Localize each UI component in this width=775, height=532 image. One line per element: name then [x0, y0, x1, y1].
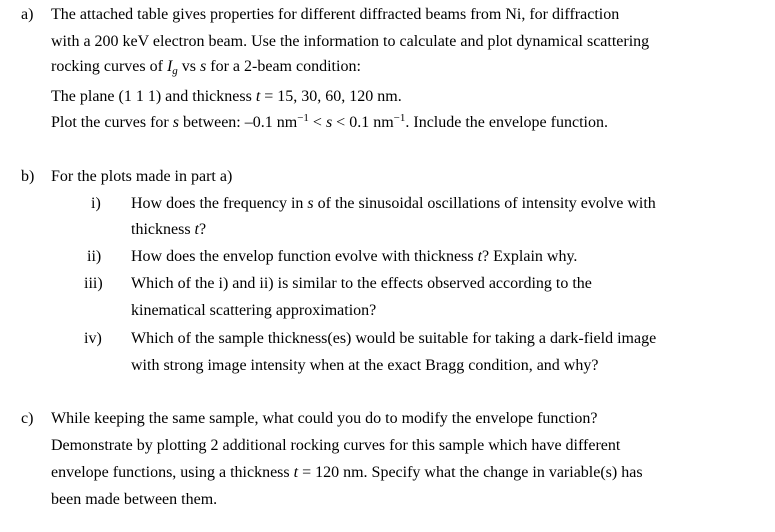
thickness-symbol: t — [293, 464, 299, 481]
item-i-line-1-post: of the sinusoidal oscillations of intensity evolve with — [313, 195, 656, 212]
part-c-label: c) — [21, 410, 34, 427]
item-ii-line-1-pre: How does the envelop function evolve with thickness — [131, 248, 478, 265]
s-symbol: s — [307, 195, 314, 212]
inverse-exponent: −1 — [297, 112, 309, 124]
item-iv-line-2: with strong image intensity when at the exact Bragg condition, and why? — [131, 357, 599, 374]
item-i-line-1-pre: How does the frequency in — [131, 195, 308, 212]
item-iii-line-1: Which of the i) and ii) is similar to the effects observed according to the — [131, 275, 592, 292]
part-c-line-4: been made between them. — [51, 491, 218, 508]
item-ii-line-1-post: ? Explain why. — [482, 248, 578, 265]
item-iv-line-1: Which of the sample thickness(es) would be suitable for taking a dark-field image — [131, 330, 657, 347]
item-i-line-1 — [131, 194, 656, 214]
item-i-line-2-pre: thickness — [131, 221, 195, 238]
part-c-line-3 — [51, 463, 643, 483]
s-symbol: s — [200, 58, 207, 75]
part-a-line-3-pre: rocking curves of — [51, 58, 167, 75]
intensity-symbol: I — [166, 58, 173, 75]
part-c-line-3-pre: envelope functions, using a thickness — [51, 464, 294, 481]
item-i-label: i) — [91, 195, 101, 212]
part-b-label: b) — [21, 168, 35, 185]
part-a-line-3 — [51, 57, 361, 77]
part-a-line-3-post: for a 2-beam condition: — [206, 58, 361, 75]
part-a-line-5-post: . Include the envelope function. — [405, 114, 608, 131]
item-iii-label: iii) — [84, 275, 103, 292]
part-a-line-1: The attached table gives properties for different diffracted beams from Ni, for diffraction — [51, 6, 620, 23]
s-symbol: s — [325, 114, 333, 131]
item-iii-line-2: kinematical scattering approximation? — [131, 302, 377, 319]
item-i-line-2-post: ? — [199, 221, 207, 238]
item-i-line-2 — [131, 220, 206, 240]
item-ii-label: ii) — [87, 248, 102, 265]
item-iv-label: iv) — [84, 330, 102, 347]
part-b-intro: For the plots made in part a) — [51, 168, 233, 185]
part-a-line-5 — [51, 113, 608, 133]
thickness-symbol: t — [194, 221, 199, 238]
part-c-line-2: Demonstrate by plotting 2 additional rocking curves for this sample which have different — [51, 437, 621, 454]
part-a-line-4-pre: The plane (1 1 1) and thickness — [51, 88, 256, 105]
s-symbol: s — [172, 114, 179, 131]
part-a-line-2: with a 200 keV electron beam. Use the information to calculate and plot dynamical scattering — [51, 33, 650, 50]
part-a-line-5-mid1: between: –0.1 nm — [178, 114, 298, 131]
thickness-symbol: t — [255, 88, 261, 105]
part-a-line-5-mid3: < 0.1 nm — [332, 114, 394, 131]
part-c-line-3-post: = 120 nm. Specify what the change in variable(s) has — [298, 464, 643, 481]
part-a-line-4 — [51, 87, 402, 107]
part-a-line-4-post: = 15, 30, 60, 120 nm. — [260, 88, 402, 105]
part-a-line-3-vs: vs — [177, 58, 201, 75]
part-a-label: a) — [21, 6, 34, 23]
inverse-exponent: −1 — [393, 112, 406, 124]
part-a-line-5-mid2: < — [308, 114, 326, 131]
item-ii-line-1 — [131, 247, 577, 267]
part-c-line-1: While keeping the same sample, what could you do to modify the envelope function? — [51, 410, 598, 427]
intensity-subscript-g: g — [172, 65, 178, 77]
part-a-line-5-pre: Plot the curves for — [51, 114, 173, 131]
thickness-symbol: t — [477, 248, 483, 265]
